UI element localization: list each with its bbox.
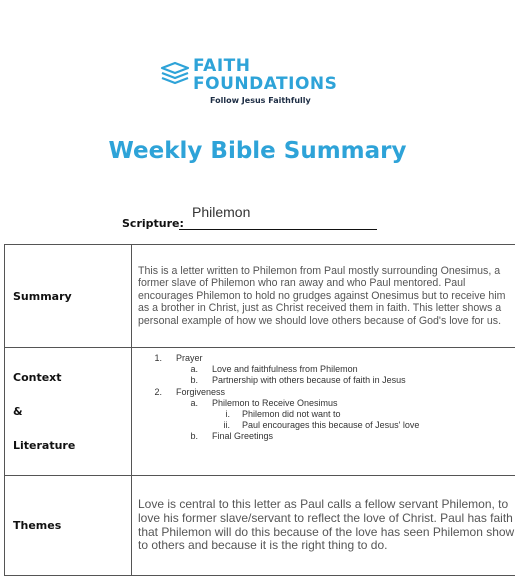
context-list-marker: ii. — [210, 420, 230, 431]
logo-tagline: Follow Jesus Faithfully — [210, 96, 311, 105]
scripture-field — [122, 203, 382, 233]
context-list-item — [138, 398, 515, 409]
summary-row — [5, 245, 515, 348]
context-list-marker: 2. — [142, 387, 162, 398]
context-label-ampersand: & — [13, 405, 131, 418]
context-label — [5, 348, 132, 476]
themes-text[interactable]: Love is central to this letter as Paul calls a fellow servant Philemon, to love his former slave/servant to reflect the love of Christ. Paul has faith that Philemon will do this because of the love has seen Philemon show to others and because it is the right thing to do. — [132, 476, 515, 576]
logo-wordmark-line1: FAITH — [193, 56, 250, 76]
context-list-item — [138, 387, 515, 398]
context-list-item — [138, 409, 515, 420]
scripture-underline — [179, 229, 377, 230]
context-list-marker: b. — [178, 375, 198, 386]
summary-text[interactable]: This is a letter written to Philemon from Paul mostly surrounding Onesimus, a former slave of Philemon who ran away and who Paul mentored. Paul encourages Philemon to hold no grudges against Onesimus but to receive him as a brother in Christ, just as Christ received them in faith. This letter shows a personal example of how we should love others because of God's love for us. — [132, 245, 515, 348]
context-list-marker: a. — [178, 364, 198, 375]
context-list-marker: a. — [178, 398, 198, 409]
context-list-item — [138, 353, 515, 364]
context-list-text: Forgiveness — [176, 387, 225, 398]
logo — [160, 58, 360, 110]
scripture-value[interactable]: Philemon — [192, 204, 250, 220]
context-list-text: Final Greetings — [212, 431, 273, 442]
context-label-line3: Literature — [13, 439, 131, 452]
context-list-text: Partnership with others because of faith in Jesus — [212, 375, 406, 386]
context-list-text: Prayer — [176, 353, 203, 364]
context-list-marker: 1. — [142, 353, 162, 364]
context-list-item — [138, 364, 515, 375]
context-list-text: Philemon to Receive Onesimus — [212, 398, 338, 409]
themes-row — [5, 476, 515, 576]
context-list-item — [138, 431, 515, 442]
context-list[interactable] — [132, 348, 515, 476]
logo-wordmark-line2: FOUNDATIONS — [193, 74, 337, 94]
summary-label: Summary — [5, 245, 132, 348]
stacked-books-icon — [160, 60, 190, 86]
context-list-text: Philemon did not want to — [242, 409, 341, 420]
context-list-text: Paul encourages this because of Jesus' love — [242, 420, 419, 431]
scripture-label: Scripture: — [122, 217, 184, 230]
summary-table — [4, 244, 515, 576]
context-list-text: Love and faithfulness from Philemon — [212, 364, 358, 375]
themes-label: Themes — [5, 476, 132, 576]
context-list-item — [138, 375, 515, 386]
context-label-line1: Context — [13, 371, 131, 384]
context-list-marker: i. — [210, 409, 230, 420]
context-list-marker: b. — [178, 431, 198, 442]
context-row — [5, 348, 515, 476]
page-title: Weekly Bible Summary — [0, 138, 515, 164]
context-list-item — [138, 420, 515, 431]
